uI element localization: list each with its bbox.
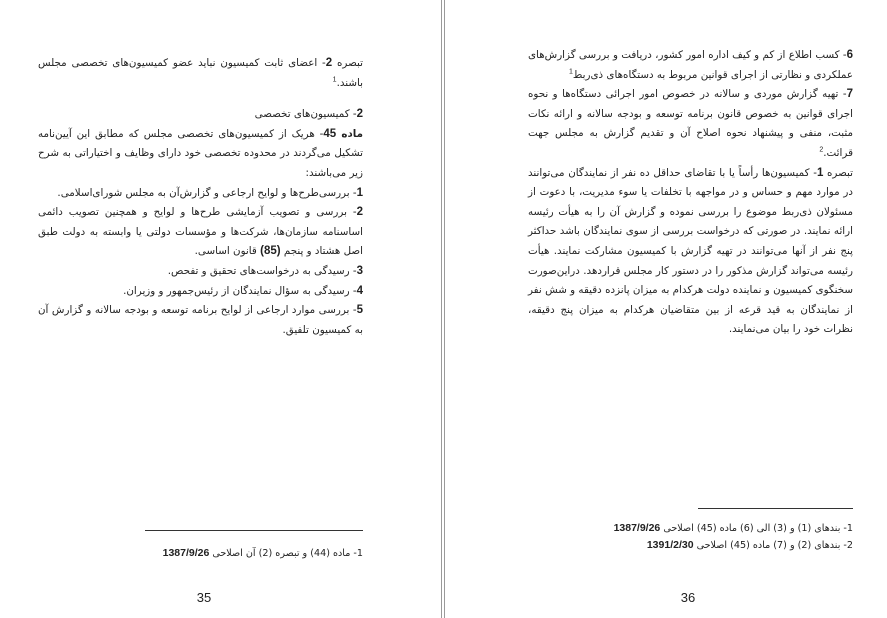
article-45: ماده 45- هریک از کمیسیون‌های تخصصی مجلس که مطابق این آیین‌نامه تشکیل می‌گردند در محدوده تخصصی خود دارای وظایف و اختیاراتی به شرح زیر می‌باشند: — [38, 127, 363, 179]
clause-6: 6- کسب اطلاع از کم و کیف اداره امور کشور، دریافت و بررسی گزارش‌های عملکردی و نظارتی از اجرای قوانین مربوط به دستگاه‌های ذی‌ربط$^1$ — [528, 49, 853, 81]
footnote-ref[interactable]: 2 — [819, 146, 824, 154]
page-35 — [0, 0, 441, 618]
footnote-ref[interactable]: 1 — [568, 68, 573, 76]
page-number: 35 — [196, 590, 212, 605]
page-36 — [446, 0, 887, 618]
paragraph-note-2: تبصره 2- اعضای ثابت کمیسیون نباید عضو کمیسیون‌های تخصصی مجلس باشند.$^1$ — [38, 57, 363, 89]
clause-4: 4- رسیدگی به سؤال نمایندگان از رئیس‌جمهور و وزیران. — [123, 284, 363, 297]
section-heading: 2- کمیسیون‌های تخصصی — [254, 108, 363, 121]
footnote-item: 2- بندهای (2) و (7) ماده (45) اصلاحی 1391/2/30 — [646, 539, 853, 551]
page-36-text — [528, 46, 853, 340]
footnote-item: 1- بندهای (1) و (3) الی (6) ماده (45) اصلاحی 1387/9/26 — [613, 522, 853, 534]
footnote-divider — [698, 508, 853, 509]
footnote-item: 1- ماده (44) و تبصره (2) آن اصلاحی 1387/9/26 — [162, 547, 363, 559]
footnote-ref[interactable]: 1 — [332, 76, 337, 84]
clause-3: 3- رسیدگی به درخواست‌های تحقیق و تفحص. — [167, 264, 363, 277]
clause-2: 2- بررسی و تصویب آزمایشی طرح‌ها و لوایح و همچنین تصویب دائمی اساسنامه سازمان‌ها، شرکت‌ها و مؤسسات دولتی یا وابسته به دولت طبق اصل هشتاد و پنجم (85) قانون اساسی. — [38, 206, 363, 258]
clause-5: 5- بررسی موارد ارجاعی از لوایح برنامه توسعه و بودجه سالانه و گزارش آن به کمیسیون تلفیق. — [38, 304, 363, 336]
page-35-text — [38, 54, 363, 340]
book-spine — [441, 0, 445, 618]
clause-1: 1- بررسی‌طرح‌ها و لوایح ارجاعی و گزارش‌آن به مجلس شورای‌اسلامی. — [57, 186, 363, 199]
footnotes — [90, 545, 363, 562]
footnotes — [528, 520, 853, 554]
paragraph-note-1: تبصره 1- کمیسیون‌ها رأساً یا با تقاضای حداقل ده نفر از نمایندگان می‌توانند در موارد مهم و حساس و در مواجهه با تخلفات یا سوء مدیریت، با دعوت از مسئولان ذی‌ربط موضوع را بررسی نموده و گزارش آن را به هیأت رئیسه ارائه نمایند. در صورتی که درخواست بررسی از سوی نمایندگان باشد حداکثر پنج نفر از آنها می‌توانند در تهیه گزارش با کمیسیون مشارکت نمایند. هیأت رئیسه می‌تواند گزارش مذکور را در دستور کار مجلس قراردهد. دراین‌صورت سخنگوی کمیسیون و نماینده دولت هرکدام به میزان پانزده دقیقه و شش نفر از نمایندگان به قید قرعه از بین متقاضیان هرکدام به میزان پنج دقیقه، نظرات خود را بیان می‌نمایند. — [528, 166, 853, 336]
page-number: 36 — [680, 590, 696, 605]
footnote-divider — [145, 530, 363, 531]
clause-7: 7- تهیه گزارش موردی و سالانه در خصوص امور اجرائی دستگاه‌ها و نحوه اجرای قوانین به خصوص قانون برنامه توسعه و بودجه سالانه و ارائه نکات مثبت، منفی و پیشنهاد نحوه اصلاح آن و تقدیم گزارش به مجلس جهت قرائت.$^2$ — [528, 88, 853, 159]
